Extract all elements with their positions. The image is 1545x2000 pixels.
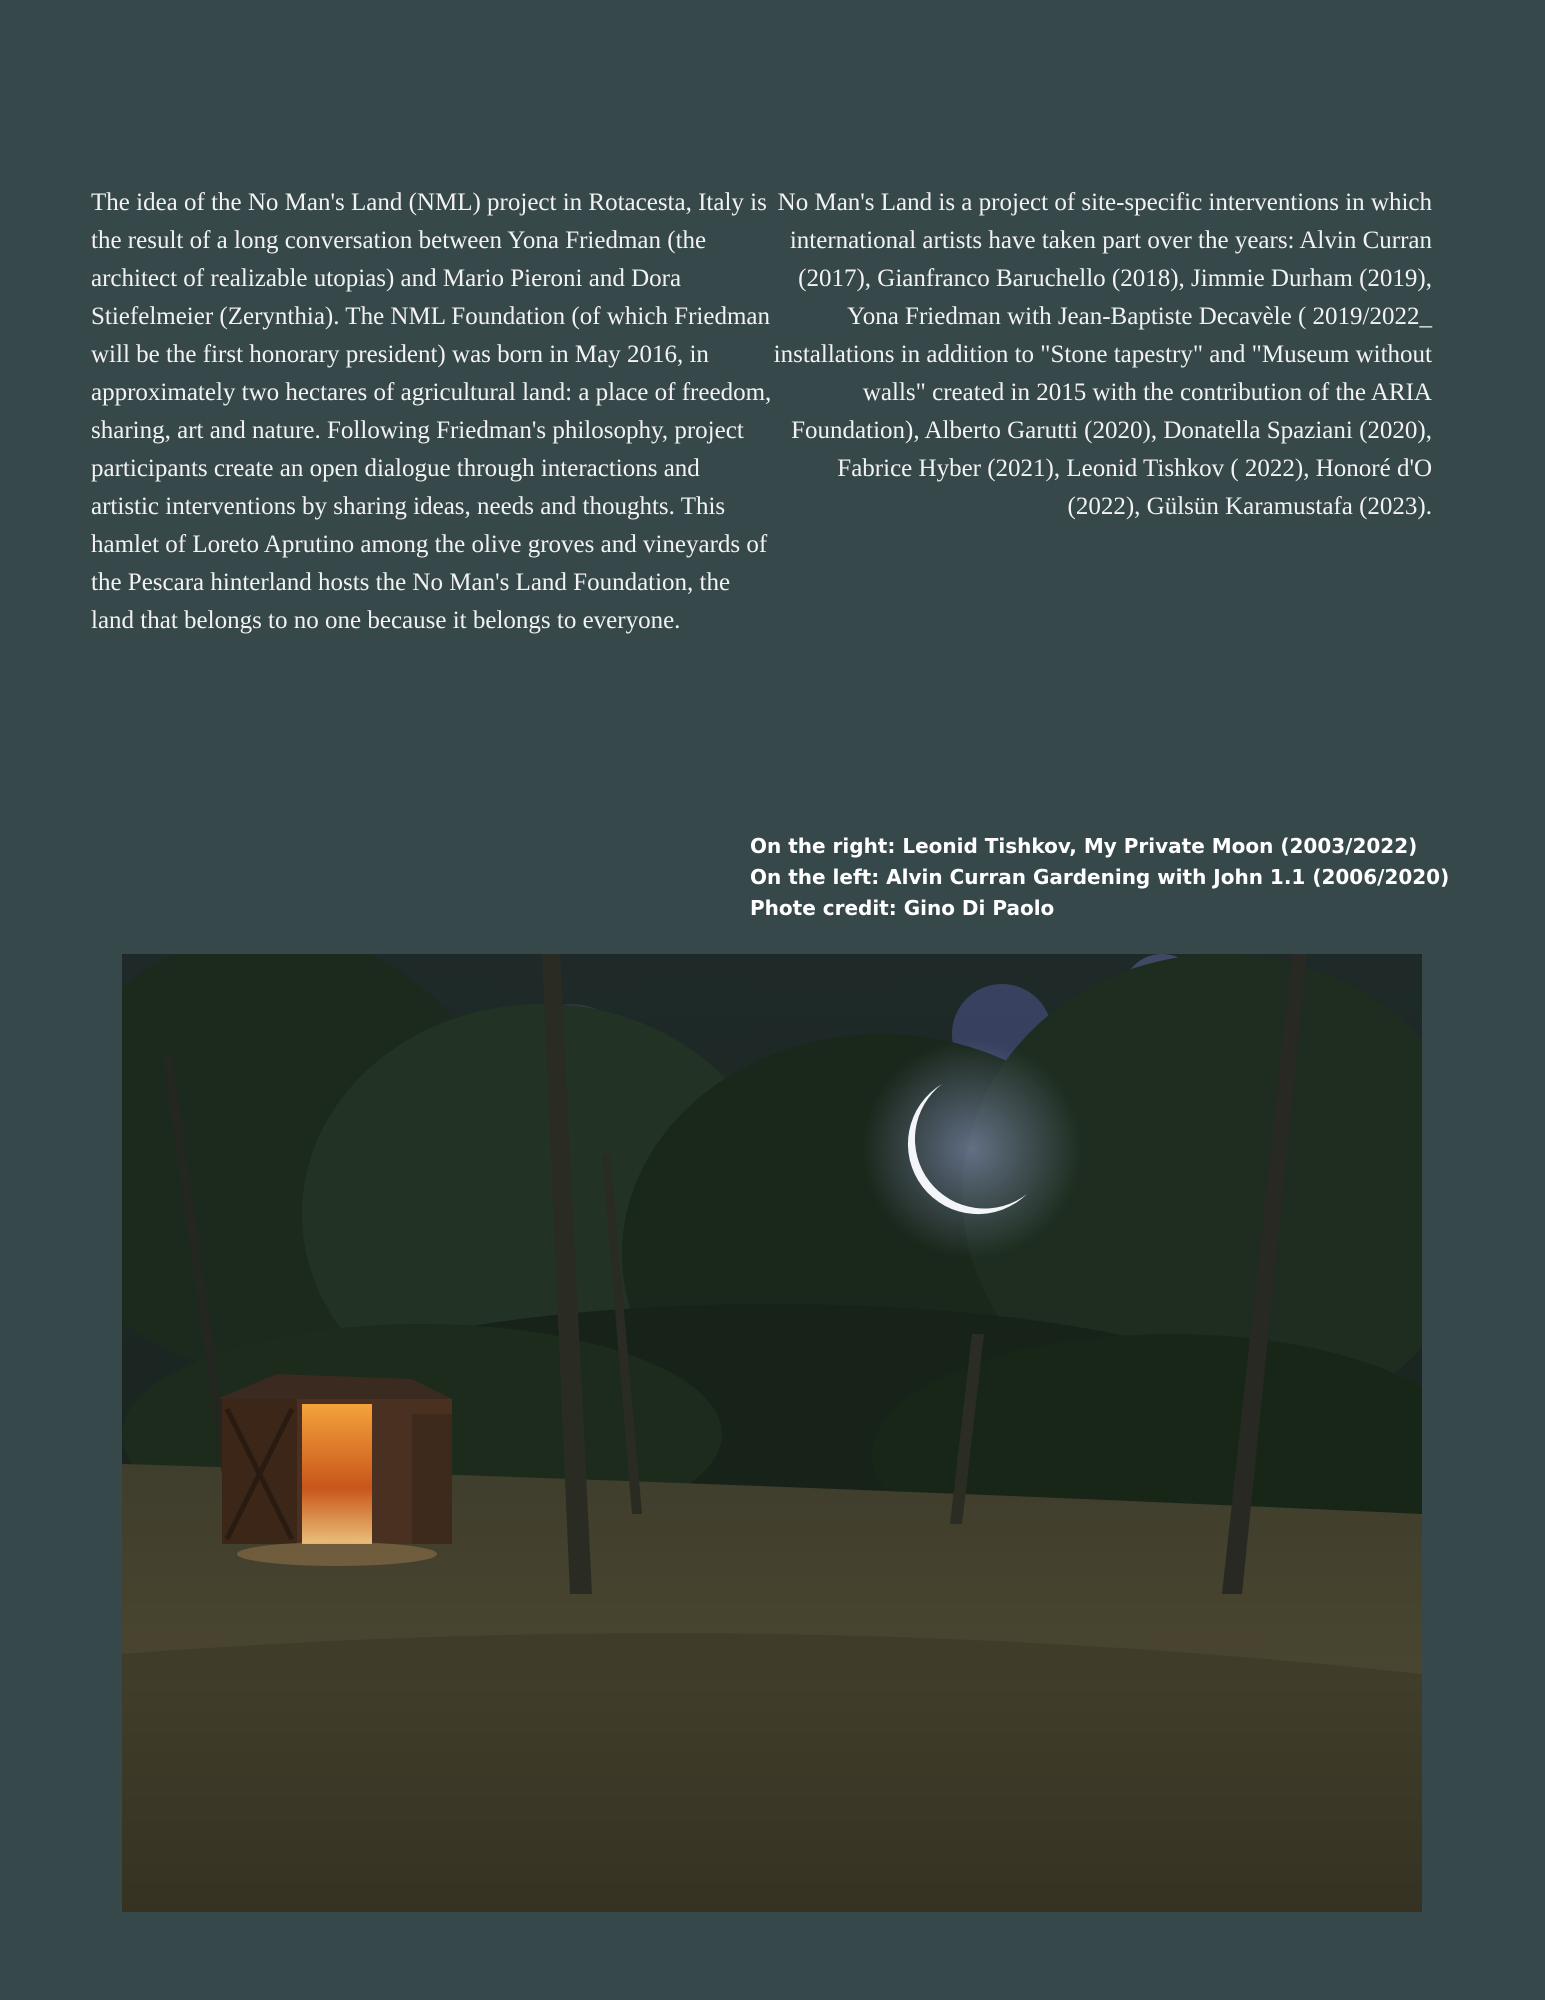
night-garden-photo [122, 954, 1422, 1912]
caption-line-right: On the right: Leonid Tishkov, My Private Moon (2003/2022) [750, 834, 1418, 858]
photo-illustration [122, 954, 1422, 1912]
photo-caption [750, 831, 1450, 924]
right-paragraph: No Man's Land is a project of site-specific interventions in which international artists have taken part over the years: Alvin Curran (2017), Gianfranco Baruchello (2018), Jimmie Durham (2019), Yona Friedman with Jean-Baptiste Decavèle ( 2019/2022_ installations in addition to "Stone tapestry" and "Museum without walls" created in 2015 with the contribution of the ARIA Foundation), Alberto Garutti (2020), Donatella Spaziani (2020), Fabrice Hyber (2021), Leonid Tishkov ( 2022), Honoré d'O (2022), Gülsün Karamustafa (2023). [773, 189, 1432, 520]
left-paragraph: The idea of the No Man's Land (NML) project in Rotacesta, Italy is the result of a long conversation between Yona Friedman (the architect of realizable utopias) and Mario Pieroni and Dora Stiefelmeier (Zerynthia). The NML Foundation (of which Friedman will be the first honorary president) was born in May 2016, in approximately two hectares of agricultural land: a place of freedom, sharing, art and nature. Following Friedman's philosophy, project participants create an open dialogue through interactions and artistic interventions by sharing ideas, needs and thoughts. This hamlet of Loreto Aprutino among the olive groves and vineyards of the Pescara hinterland hosts the No Man's Land Foundation, the land that belongs to no one because it belongs to everyone. [91, 189, 772, 634]
caption-line-left: On the left: Alvin Curran Gardening with John 1.1 (2006/2020) [750, 865, 1450, 889]
caption-line-credit: Phote credit: Gino Di Paolo [750, 896, 1055, 920]
